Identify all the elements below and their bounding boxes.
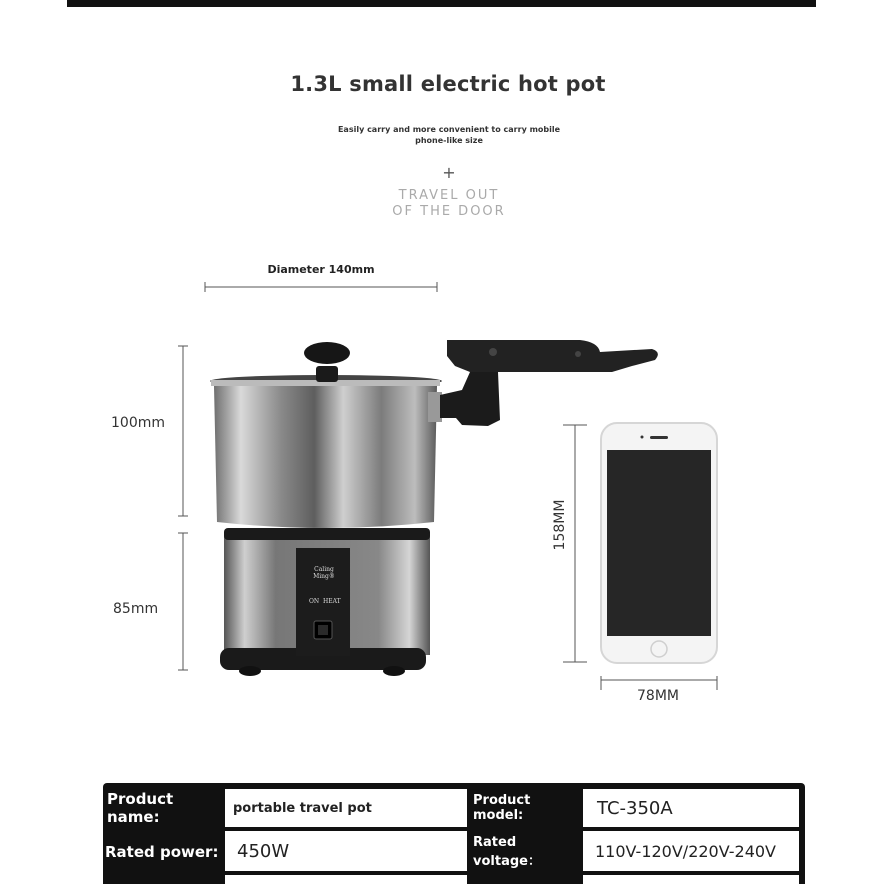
travel-line-2: OF THE DOOR [392, 204, 506, 219]
base-height-dimension-line [178, 533, 188, 670]
subtitle-line-2: phone-like size [415, 136, 483, 145]
diameter-label: Diameter 140mm [267, 263, 375, 276]
product-name-value: portable travel pot [233, 800, 372, 816]
rated-power-value-cell [225, 831, 467, 871]
spec-row3-value-cell [225, 875, 467, 884]
base-height-label: 85mm [113, 601, 159, 617]
plus-sign: + [442, 163, 456, 182]
spec-table [103, 783, 805, 884]
pot-height-dimension-line [178, 346, 188, 516]
spec-row3-value-cell-2 [583, 875, 799, 884]
brand-label: Caling Ming® [313, 566, 335, 580]
subtitle-line-1: Easily carry and more convenient to carry mobile [337, 125, 561, 134]
product-name-label: Product name: [107, 790, 174, 826]
page-title: 1.3L small electric hot pot [290, 72, 606, 96]
heat-label: HEAT [323, 598, 341, 605]
product-model-value-cell [583, 789, 799, 827]
diameter-dimension-line [205, 282, 437, 292]
travel-line-1: TRAVEL OUT [398, 188, 500, 203]
rated-power-value: 450W [237, 840, 290, 862]
product-name-value-cell [225, 789, 467, 827]
phone-height-label: 158MM [552, 499, 568, 551]
rated-voltage-value: 110V-120V/220V-240V [595, 841, 776, 861]
product-model-value: TC-350A [597, 797, 673, 819]
rated-voltage-label: Rated voltage： [473, 835, 541, 869]
hot-pot-body [210, 342, 442, 528]
on-label: ON [309, 598, 320, 605]
pot-height-label: 100mm [111, 415, 165, 431]
folding-handle [428, 340, 658, 426]
rated-power-label: Rated power: [105, 843, 219, 861]
phone-width-label: 78MM [637, 688, 679, 704]
product-model-label: Product model: [473, 793, 531, 823]
rated-voltage-value-cell [583, 831, 799, 871]
mobile-phone [601, 423, 717, 663]
